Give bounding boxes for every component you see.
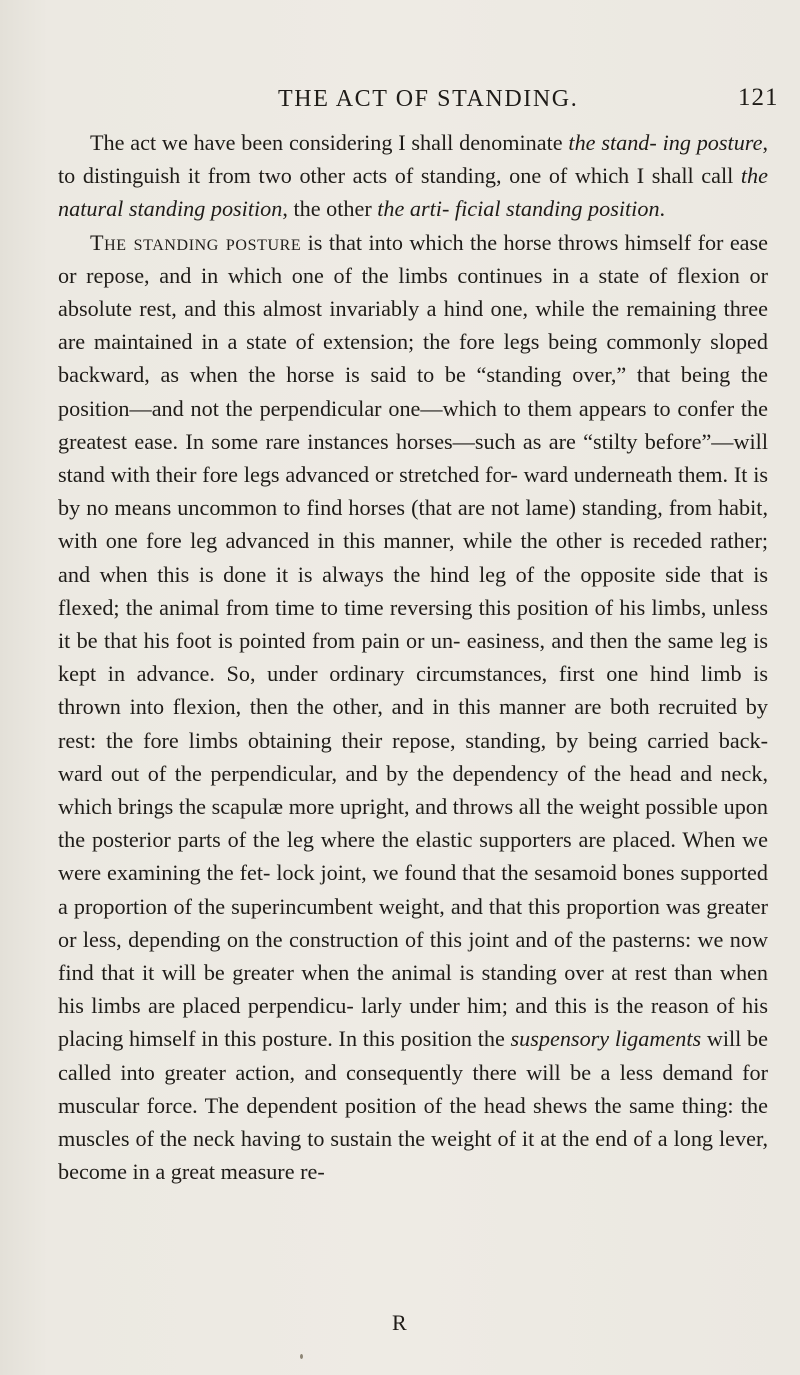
paragraph-1-text-1: The act we have been considering I shall denominate [90,130,569,155]
paragraph-1-italic-2: the natural standing position [58,163,768,222]
paragraph-1-italic-3: the arti- ficial standing position [377,196,660,222]
paragraph-2-lead-small-caps: The standing posture [90,229,302,255]
paragraph-2-text-1: is that into which the horse throws himself for ease or repose, and in which one of the limbs continues in a state of flexion or absolute rest, and this almost invariably a hind one, while the remaining three are maintained in a state of extension; the fore legs being commonly sloped backward, as when the horse is said to be “standing over,” that being the position—and not the perpendicular one—which to them appears to confer the greatest ease. In some rare instances horses—such as are “stilty before”—will stand with their fore legs advanced or stretched for- ward underneath them. It is by no means uncommon to find horses (that are not lame) standing, from habit, with one fore leg advanced in this manner, while the other is receded rather; and when this is done it is always the hind leg of the opposite side that is flexed; the animal from time to time reversing this position of his limbs, unless it be that his foot is pointed from pain or un- easiness, and then the same leg is kept in advance. So, under ordinary circumstances, first one hind limb is thrown into flexion, then the other, and in this manner are both recruited by rest: the fore limbs obtaining their repose, standing, by being carried back- ward out of the perpendicular, and by the dependency of the head and neck, which brings the scapulæ more upright, and throws all the weight possible upon the posterior parts of the leg where the elastic supporters are placed. When we were examining the fet- lock joint, we found that the sesamoid bones supported a proportion of the superincumbent weight, and that this proportion was greater or less, depending on the construction of this joint and of the pasterns: we now find that it will be greater when the animal is standing over at rest than when his limbs are placed perpendicu- larly under him; and this is the reason of his placing himself in this posture. In this position the [58,229,769,1052]
paragraph-1-text-2: , to distinguish it from two other acts of standing, one of which I shall call [58,130,769,189]
paragraph-1 [58,126,768,226]
paragraph-2 [58,226,768,1189]
page-number: 121 [738,84,779,111]
paragraph-1-text-4: . [659,196,666,222]
signature-mark: R [392,1310,407,1335]
paragraph-1-italic-1: the stand- ing posture [568,130,763,155]
running-title: THE ACT OF STANDING. [278,86,579,112]
body-text [58,126,768,1189]
paper-speck [300,1354,303,1359]
paragraph-2-text-2: will be called into greater action, and consequently there will be a less demand for muscular force. The dependent position of the head shews the same thing: the muscles of the neck having to sustain the weight of it at the end of a long lever, become in a great measure re- [58,1026,768,1185]
paragraph-1-text-3: , the other [282,196,378,222]
paragraph-2-italic-1: suspensory ligaments [510,1026,702,1052]
running-head [0,84,800,124]
